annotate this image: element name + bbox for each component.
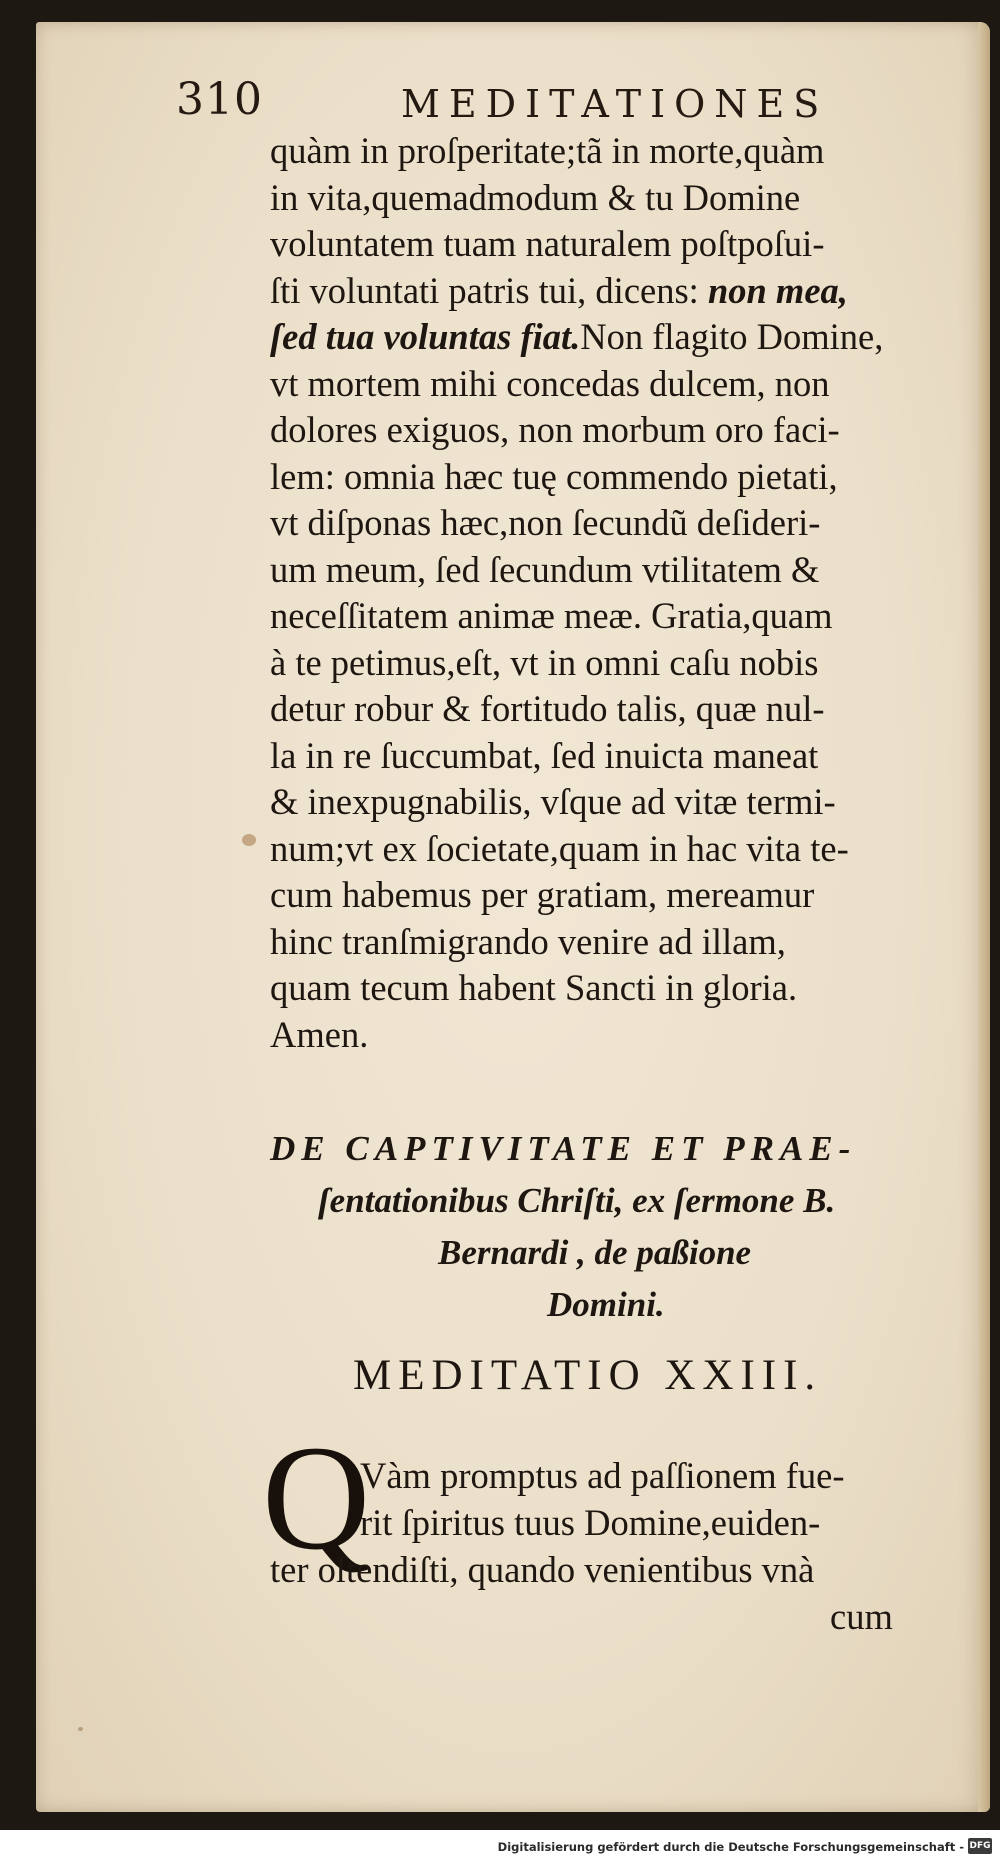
page-number: 310 xyxy=(176,74,263,125)
section-heading-line: ſentationibus Chriſti, ex ſermone B. xyxy=(318,1181,836,1220)
text-line: à te petimus,eſt, vt in omni caſu nobis xyxy=(270,641,819,683)
text-line: dolores exiguos, non morbum oro faci- xyxy=(270,409,840,450)
dfg-logo: DFG xyxy=(968,1838,992,1854)
text-line: ſed tua voluntas fiat.Non flagito Domine, xyxy=(270,316,884,357)
text-line: vt mortem mihi concedas dulcem, non xyxy=(270,362,830,404)
funding-credit: Digitalisierung gefördert durch die Deutsche Forschungsgemeinschaft - xyxy=(497,1840,964,1854)
text-line: um meum, ſed ſecundum vtilitatem & xyxy=(270,548,820,590)
drop-capital: Q xyxy=(262,1415,371,1581)
page-edge xyxy=(978,22,990,1812)
text-line: & inexpugnabilis, vſque ad vitæ termi- xyxy=(270,781,836,822)
text-line: in vita,quemadmodum & tu Domine xyxy=(270,176,801,218)
running-head: MEDITATIONES xyxy=(401,82,829,126)
section-heading-line: Domini. xyxy=(547,1285,665,1324)
italic-quote: non mea, xyxy=(707,269,848,311)
italic-quote: ſed tua voluntas fiat. xyxy=(270,316,581,357)
text-line: lem: omnia hæc tuę commendo pietati, xyxy=(270,455,838,497)
text-line: quàm in proſperitate;tã in morte,quàm xyxy=(270,130,825,171)
text-line: neceſſitatem animæ meæ. Gratia,quam xyxy=(270,595,833,636)
text-line: ter oſtendiſti, quando venientibus vnà xyxy=(270,1549,815,1590)
section-heading-line: Bernardi , de paßione xyxy=(438,1233,752,1272)
section-heading xyxy=(270,1123,960,1331)
text-line: quam tecum habent Sancti in gloria. xyxy=(270,967,798,1008)
catchword: cum xyxy=(830,1596,893,1637)
meditation-title: MEDITATIO XXIII. xyxy=(353,1352,823,1399)
section-heading-line: DE CAPTIVITATE ET PRAE- xyxy=(270,1129,857,1168)
text-line: Amen. xyxy=(270,1013,369,1055)
text-line: num;vt ex ſocietate,quam in hac vita te- xyxy=(270,827,849,869)
text-line: ſti voluntati patris tui, dicens: non mea, xyxy=(270,269,848,311)
body-text xyxy=(270,128,960,1058)
paper-speck xyxy=(78,1727,83,1731)
text-line: voluntatem tuam naturalem poſtpoſui- xyxy=(270,223,825,264)
paper-stain xyxy=(242,834,256,846)
text-line: vt diſponas hæc,non ſecundũ deſideri- xyxy=(270,502,821,543)
text-line: cum habemus per gratiam, mereamur xyxy=(270,874,815,915)
text-line: Vàm promptus ad paſſionem fue- xyxy=(360,1455,845,1496)
text-line: la in re ſuccumbat, ſed inuicta maneat xyxy=(270,734,819,776)
text-line: rit ſpiritus tuus Domine,euiden- xyxy=(360,1502,821,1543)
opening-paragraph xyxy=(270,1452,960,1640)
text-line: detur robur & fortitudo talis, quæ nul- xyxy=(270,688,825,729)
text-line: hinc tranſmigrando venire ad illam, xyxy=(270,920,786,962)
